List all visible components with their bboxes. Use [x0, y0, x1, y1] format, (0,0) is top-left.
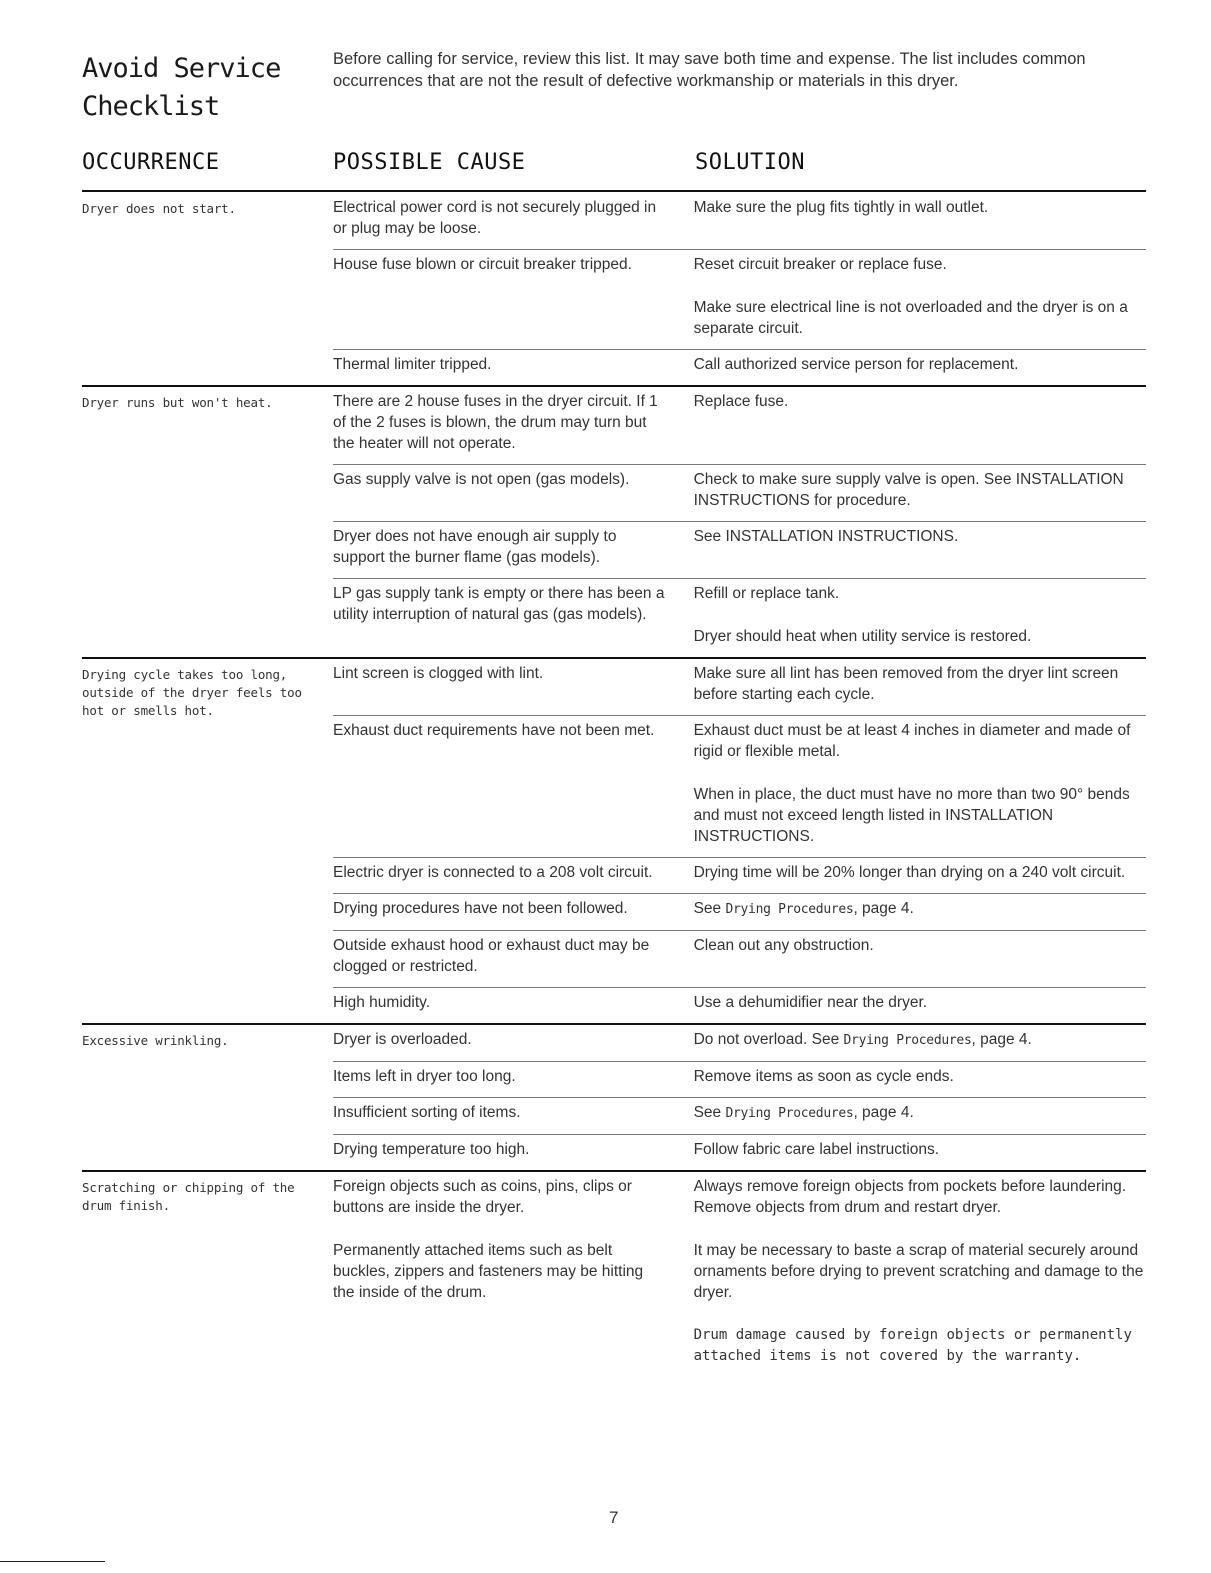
occurrence-group [82, 1025, 1146, 1172]
possible-cause-cell [333, 1098, 668, 1134]
page-title [82, 50, 322, 126]
solution-text: Clean out any obstruction. [693, 937, 874, 954]
solution-cell [694, 1098, 1146, 1134]
table-row [333, 578, 1146, 657]
solution-text: Always remove foreign objects from pockets before laundering. Remove objects from drum and restart dryer. [693, 1178, 1127, 1216]
solution-cell [694, 250, 1146, 349]
cause-text: Outside exhaust hood or exhaust duct may be clogged or restricted. [333, 937, 650, 975]
solution-suffix: , page 4. [853, 900, 914, 917]
cause-text: Drying temperature too high. [333, 1141, 530, 1158]
solution-cell [694, 465, 1146, 521]
solution-text: Dryer should heat when utility service is restored. [693, 628, 1032, 645]
possible-cause-cell [333, 193, 668, 249]
header-possible-cause: POSSIBLE CAUSE [333, 150, 526, 175]
drying-procedures-reference: Drying Procedures [725, 902, 854, 917]
table-row [333, 893, 1146, 930]
possible-cause-cell [333, 1025, 668, 1061]
possible-cause-cell [333, 894, 668, 930]
solution-cell [694, 931, 1146, 987]
table-row [333, 387, 1146, 464]
solution-suffix: , page 4. [971, 1031, 1032, 1048]
column-headers [82, 150, 1146, 180]
table-row [333, 193, 1146, 249]
drying-procedures-reference: Drying Procedures [725, 1106, 854, 1121]
cause-text: Permanently attached items such as belt buckles, zippers and fasteners may be hitting the inside of the drum. [333, 1242, 644, 1301]
table-row [333, 930, 1146, 987]
occurrence-group [82, 1172, 1146, 1377]
table-row [333, 857, 1146, 893]
possible-cause-cell [333, 659, 668, 715]
table-row [333, 715, 1146, 857]
page-number: 7 [609, 1508, 619, 1527]
table-row [333, 1025, 1146, 1061]
solution-text: Replace fuse. [693, 393, 789, 410]
table-row [333, 987, 1146, 1023]
solution-cell [694, 579, 1146, 657]
solution-cell [694, 858, 1146, 893]
solution-prefix: Do not overload. See [693, 1031, 844, 1048]
possible-cause-cell [333, 1062, 668, 1097]
cause-text: Thermal limiter tripped. [333, 356, 492, 373]
solution-cell [694, 659, 1146, 715]
solution-cell [694, 988, 1146, 1023]
cause-text: Gas supply valve is not open (gas models). [333, 471, 630, 488]
table-row [333, 349, 1146, 385]
table-row [333, 249, 1146, 349]
cause-text: High humidity. [333, 994, 431, 1011]
warranty-note: Drum damage caused by foreign objects or permanently attached items is not covered by the warranty. [693, 1327, 1132, 1364]
solution-cell [694, 1135, 1146, 1170]
possible-cause-cell [333, 387, 668, 464]
cause-text: Dryer does not have enough air supply to support the burner flame (gas models). [333, 528, 617, 566]
cause-text: Items left in dryer too long. [333, 1068, 516, 1085]
table-row [333, 1097, 1146, 1134]
solution-text: Call authorized service person for replacement. [693, 356, 1019, 373]
header-rule [82, 190, 1146, 192]
solution-text: Make sure all lint has been removed from the dryer lint screen before starting each cycle. [693, 665, 1119, 703]
solution-text: It may be necessary to baste a scrap of material securely around ornaments before drying to prevent scratching and damage to the dryer. [693, 1242, 1144, 1301]
solution-text: See INSTALLATION INSTRUCTIONS. [693, 528, 959, 545]
cause-text: Lint screen is clogged with lint. [333, 665, 544, 682]
solution-text: Follow fabric care label instructions. [693, 1141, 940, 1158]
possible-cause-cell [333, 350, 668, 385]
solution-cell [694, 894, 1146, 930]
possible-cause-cell [333, 988, 668, 1023]
title-line-1: Avoid Service [82, 53, 281, 84]
solution-text: Make sure electrical line is not overloaded and the dryer is on a separate circuit. [693, 299, 1128, 337]
possible-cause-cell [333, 250, 668, 349]
solution-text: Use a dehumidifier near the dryer. [693, 994, 928, 1011]
possible-cause-cell [333, 858, 668, 893]
cause-text: There are 2 house fuses in the dryer circuit. If 1 of the 2 fuses is blown, the drum may turn but the heater will not operate. [333, 393, 658, 452]
solution-cell [694, 1062, 1146, 1097]
checklist-table [82, 193, 1146, 1377]
solution-text: Check to make sure supply valve is open. See INSTALLATION INSTRUCTIONS for procedure. [693, 471, 1124, 509]
solution-cell [694, 716, 1146, 857]
solution-text: Make sure the plug fits tightly in wall outlet. [693, 199, 989, 216]
solution-cell [694, 522, 1146, 578]
solution-prefix: See [693, 1104, 726, 1121]
cause-text: Insufficient sorting of items. [333, 1104, 521, 1121]
cause-text: Drying procedures have not been followed. [333, 900, 628, 917]
solution-text: Refill or replace tank. [693, 585, 840, 602]
occurrence-label: Dryer runs but won't heat. [82, 395, 273, 410]
table-row [333, 1172, 1146, 1377]
occurrence-label: Dryer does not start. [82, 201, 236, 216]
cause-text: Electrical power cord is not securely plugged in or plug may be loose. [333, 199, 657, 237]
table-row [333, 1134, 1146, 1170]
occurrence-label: Drying cycle takes too long, outside of the dryer feels too hot or smells hot. [82, 667, 302, 718]
solution-text [694, 1102, 1146, 1124]
table-row [333, 1061, 1146, 1097]
cause-text: Exhaust duct requirements have not been met. [333, 722, 655, 739]
cause-text: LP gas supply tank is empty or there has been a utility interruption of natural gas (gas models). [333, 585, 665, 623]
solution-text [694, 898, 1146, 920]
cause-text: Foreign objects such as coins, pins, clips or buttons are inside the dryer. [333, 1178, 632, 1216]
occurrence-label: Excessive wrinkling. [82, 1033, 229, 1048]
possible-cause-cell [333, 465, 668, 521]
possible-cause-cell [333, 716, 668, 857]
table-row [333, 464, 1146, 521]
possible-cause-cell [333, 931, 668, 987]
intro-paragraph: Before calling for service, review this list. It may save both time and expense. The list includes common occurrences that are not the result of defective workmanship or materials in this dryer. [333, 50, 1086, 90]
solution-suffix: , page 4. [853, 1104, 914, 1121]
cause-text: House fuse blown or circuit breaker tripped. [333, 256, 632, 273]
solution-prefix: See [693, 900, 726, 917]
occurrence-group [82, 193, 1146, 387]
solution-text: Reset circuit breaker or replace fuse. [693, 256, 947, 273]
header-solution: SOLUTION [695, 150, 805, 175]
possible-cause-cell [333, 522, 668, 578]
possible-cause-cell [333, 1135, 668, 1170]
title-line-2: Checklist [82, 91, 220, 122]
cause-text: Dryer is overloaded. [333, 1031, 472, 1048]
possible-cause-cell [333, 1172, 668, 1377]
table-row [333, 521, 1146, 578]
occurrence-label: Scratching or chipping of the drum finish. [82, 1180, 295, 1213]
solution-text: When in place, the duct must have no more than two 90° bends and must not exceed length listed in INSTALLATION INSTRUCTIONS. [693, 786, 1130, 845]
occurrence-group [82, 387, 1146, 659]
solution-cell [694, 1025, 1146, 1061]
header-occurrence: OCCURRENCE [82, 150, 220, 175]
possible-cause-cell [333, 579, 668, 657]
drying-procedures-reference: Drying Procedures [843, 1033, 972, 1048]
cause-text: Electric dryer is connected to a 208 volt circuit. [333, 864, 653, 881]
footer-rule [0, 1561, 105, 1562]
solution-cell [694, 387, 1146, 464]
solution-cell [694, 193, 1146, 249]
solution-text [694, 1029, 1146, 1051]
occurrence-group [82, 659, 1146, 1025]
solution-text: Drying time will be 20% longer than drying on a 240 volt circuit. [693, 864, 1126, 881]
solution-cell [694, 1172, 1146, 1377]
solution-text: Exhaust duct must be at least 4 inches in diameter and made of rigid or flexible metal. [693, 722, 1131, 760]
table-row [333, 659, 1146, 715]
solution-text: Remove items as soon as cycle ends. [693, 1068, 954, 1085]
solution-cell [694, 350, 1146, 385]
